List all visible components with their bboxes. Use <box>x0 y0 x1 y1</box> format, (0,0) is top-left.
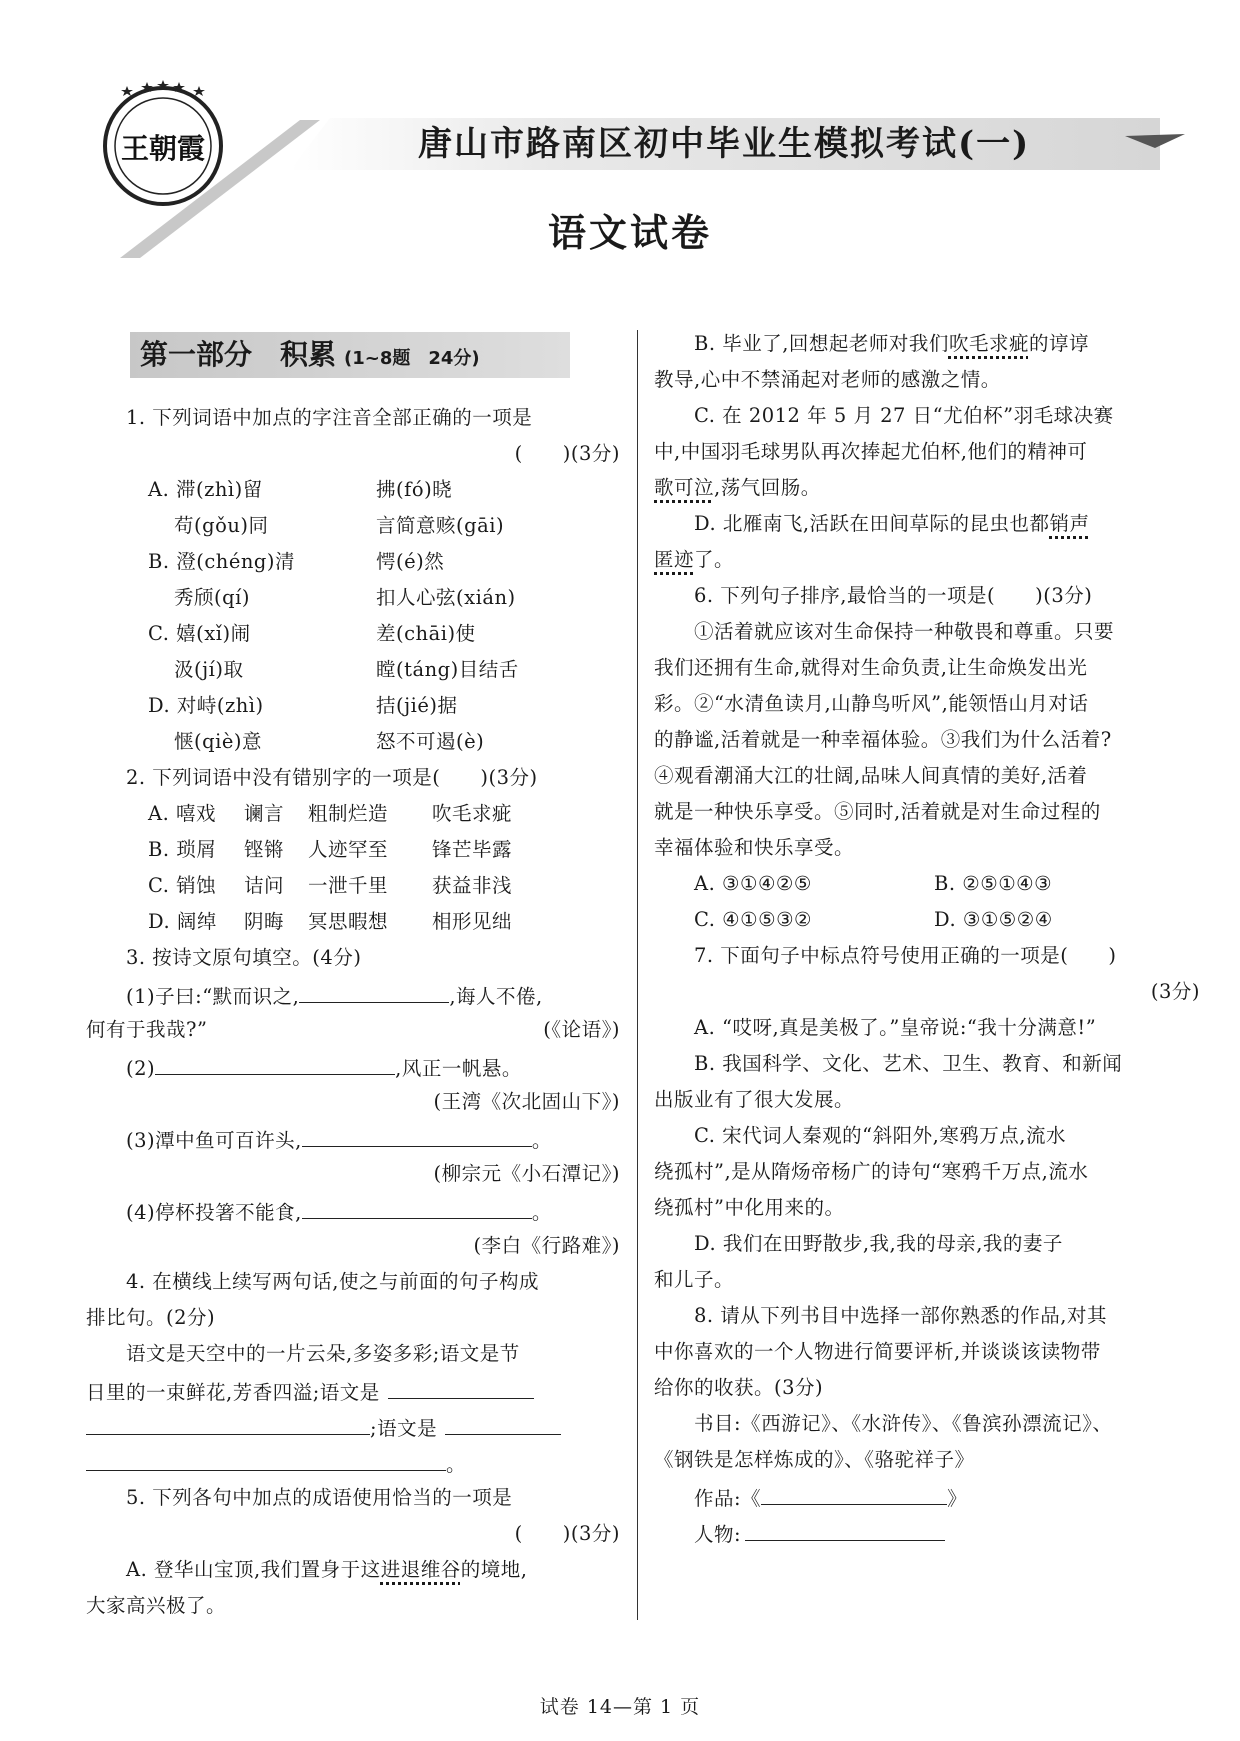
q4-stem: 4. 在横线上续写两句话,使之与前面的句子构成 <box>126 1270 540 1293</box>
section-title: 第一部分 积累 <box>140 338 337 371</box>
q6-options-row: C. ④①⑤③② D. ③①⑤②④ <box>694 908 1053 931</box>
q7-option-b: B. 我国科学、文化、艺术、卫生、教育、和新闻 <box>694 1052 1123 1075</box>
svg-text:王朝霞: 王朝霞 <box>120 132 206 165</box>
answer-blank[interactable] <box>302 1120 532 1147</box>
dotted-idiom: 吹毛求疵 <box>948 332 1029 355</box>
badge-logo <box>98 78 228 208</box>
arrow-icon <box>1125 134 1185 154</box>
q3-item-4-source: (李白《行路难》) <box>473 1234 620 1257</box>
q6-text: 彩。②“水清鱼读月,山静鸟听风”,能领悟山月对话 <box>654 692 1089 715</box>
q7-option-a: A. “哎呀,真是美极了。”皇帝说:“我十分满意!” <box>694 1016 1097 1039</box>
q4-text-cont: 日里的一束鲜花,芳香四溢;语文是 <box>86 1372 620 1408</box>
q3-item-2-source: (王湾《次北固山下》) <box>433 1090 620 1113</box>
q1-row: B. 澄(chéng)清 愕(é)然 <box>148 550 445 573</box>
answer-blank[interactable] <box>86 1408 370 1435</box>
answer-blank[interactable] <box>302 1192 532 1219</box>
q5-option-c: C. 在 2012 年 5 月 27 日“尤伯杯”羽毛球决赛 <box>694 404 1114 427</box>
q4-stem-cont: 排比句。(2分) <box>86 1306 216 1329</box>
q7-option-c-cont: 绕孤村”,是从隋炀帝杨广的诗句“寒鸦千万点,流水 <box>654 1160 1089 1183</box>
q7-option-c-cont2: 绕孤村”中化用来的。 <box>654 1196 845 1219</box>
q8-person: 人物: <box>654 1514 1200 1550</box>
dotted-idiom: 匿迹 <box>654 548 695 571</box>
q1-score: ( )(3分) <box>514 442 620 465</box>
q3-stem: 3. 按诗文原句填空。(4分) <box>126 946 362 969</box>
q4-line-4: 。 <box>86 1444 620 1480</box>
q8-books: 书目:《西游记》、《水浒传》、《鲁滨孙漂流记》、 <box>694 1412 1113 1435</box>
q3-item-1: (1)子曰:“默而识之, ,诲人不倦, <box>86 976 620 1012</box>
right-column <box>654 326 1200 1550</box>
q3-item-3: (3)潭中鱼可百许头, 。 <box>86 1120 620 1156</box>
exam-title: 唐山市路南区初中毕业生模拟考试(一) <box>418 124 1031 164</box>
q6-options-row: A. ③①④②⑤ B. ②⑤①④③ <box>694 872 1053 895</box>
q5-stem: 5. 下列各句中加点的成语使用恰当的一项是 <box>126 1486 513 1509</box>
q4-line-3: ;语文是 <box>86 1408 620 1444</box>
q8-work: 作品:《 》 <box>654 1478 1200 1514</box>
answer-blank[interactable] <box>155 1048 395 1075</box>
q1-row: C. 嬉(xǐ)闹 差(chāi)使 <box>148 622 476 645</box>
q6-text: ④观看潮涌大江的壮阔,品味人间真情的美好,活着 <box>654 764 1088 787</box>
answer-blank[interactable] <box>445 1408 561 1435</box>
answer-blank[interactable] <box>86 1444 446 1471</box>
q6-text: 就是一种快乐享受。⑤同时,活着就是对生命过程的 <box>654 800 1101 823</box>
q1-stem: 1. 下列词语中加点的字注音全部正确的一项是 <box>126 406 533 429</box>
q5-option-c-cont: 中,中国羽毛球男队再次捧起尤伯杯,他们的精神可 <box>654 440 1088 463</box>
answer-blank[interactable] <box>299 976 449 1003</box>
answer-blank[interactable] <box>388 1372 534 1399</box>
q2-option-d: D. 阔绰 阴晦 冥思暇想 相形见绌 <box>148 910 513 933</box>
q5-option-a-cont: 大家高兴极了。 <box>86 1594 227 1617</box>
q2-stem: 2. 下列词语中没有错别字的一项是( )(3分) <box>126 766 538 789</box>
q6-text: ①活着就应该对生命保持一种敬畏和尊重。只要 <box>694 620 1115 643</box>
q1-row: 汲(jí)取 瞠(táng)目结舌 <box>174 658 519 681</box>
q5-option-d-cont: 匿迹了。 <box>654 548 735 571</box>
q1-row: D. 对峙(zhì) 拮(jié)据 <box>148 694 458 717</box>
section-header <box>130 332 570 378</box>
q2-option-b: B. 琐屑 铿锵 人迹罕至 锋芒毕露 <box>148 838 513 861</box>
q5-option-d: D. 北雁南飞,活跃在田间草际的昆虫也都销声 <box>694 512 1090 535</box>
q7-stem: 7. 下面句子中标点符号使用正确的一项是( ) <box>694 944 1117 967</box>
q1-row: A. 滞(zhì)留 拂(fó)晓 <box>148 478 453 501</box>
q6-text: 我们还拥有生命,就得对生命负责,让生命焕发出光 <box>654 656 1088 679</box>
q7-option-d-cont: 和儿子。 <box>654 1268 735 1291</box>
q3-item-1-cont: 何有于我哉?” (《论语》) <box>86 1018 620 1041</box>
q8-stem: 8. 请从下列书目中选择一部你熟悉的作品,对其 <box>694 1304 1108 1327</box>
dotted-idiom: 销声 <box>1049 512 1090 535</box>
q8-stem-cont2: 给你的收获。(3分) <box>654 1376 824 1399</box>
person-blank[interactable] <box>745 1514 945 1541</box>
q6-text: 幸福体验和快乐享受。 <box>654 836 855 859</box>
q1-row: 苟(gǒu)同 言简意赅(gāi) <box>174 514 505 537</box>
q3-item-4: (4)停杯投箸不能食, 。 <box>86 1192 620 1228</box>
column-divider <box>637 330 638 1620</box>
q5-score: ( )(3分) <box>514 1522 620 1545</box>
q5-option-b: B. 毕业了,回想起老师对我们吹毛求疵的谆谆 <box>694 332 1089 355</box>
q3-item-3-source: (柳宗元《小石潭记》) <box>433 1162 620 1185</box>
dotted-idiom: 进退维谷 <box>380 1558 461 1581</box>
q5-option-c-cont2: 歌可泣,荡气回肠。 <box>654 476 821 499</box>
dotted-idiom: 歌可泣 <box>654 476 715 499</box>
q7-option-b-cont: 出版业有了很大发展。 <box>654 1088 855 1111</box>
q6-text: 的静谧,活着就是一种幸福体验。③我们为什么活着? <box>654 728 1112 751</box>
q5-option-b-cont: 教导,心中不禁涌起对老师的感激之情。 <box>654 368 1001 391</box>
q6-stem: 6. 下列句子排序,最恰当的一项是( )(3分) <box>694 584 1093 607</box>
paper-title: 语文试卷 <box>547 210 712 255</box>
q5-option-a: A. 登华山宝顶,我们置身于这进退维谷的境地, <box>126 1558 528 1581</box>
q1-row: 秀颀(qí) 扣人心弦(xián) <box>174 586 516 609</box>
q2-option-c: C. 销蚀 诘问 一泄千里 获益非浅 <box>148 874 513 897</box>
q8-books-cont: 《钢铁是怎样炼成的》、《骆驼祥子》 <box>654 1448 975 1471</box>
q7-option-c: C. 宋代词人秦观的“斜阳外,寒鸦万点,流水 <box>694 1124 1066 1147</box>
q8-stem-cont: 中你喜欢的一个人物进行简要评析,并谈谈该读物带 <box>654 1340 1101 1363</box>
q1-options <box>86 472 620 760</box>
page-footer: 试卷 14—第 1 页 <box>539 1696 701 1718</box>
q7-score: (3分) <box>1150 980 1200 1003</box>
q3-item-2: (2) ,风正一帆悬。 <box>86 1048 620 1084</box>
q7-option-d: D. 我们在田野散步,我,我的母亲,我的妻子 <box>694 1232 1063 1255</box>
section-subtitle: (1~8题 24分) <box>344 348 480 369</box>
q4-text: 语文是天空中的一片云朵,多姿多彩;语文是节 <box>126 1342 520 1365</box>
left-column <box>86 400 620 1624</box>
work-blank[interactable] <box>761 1478 947 1505</box>
q2-option-a: A. 嘻戏 谰言 粗制烂造 吹毛求疵 <box>148 802 513 825</box>
q1-row: 惬(qiè)意 怒不可遏(è) <box>174 730 485 753</box>
